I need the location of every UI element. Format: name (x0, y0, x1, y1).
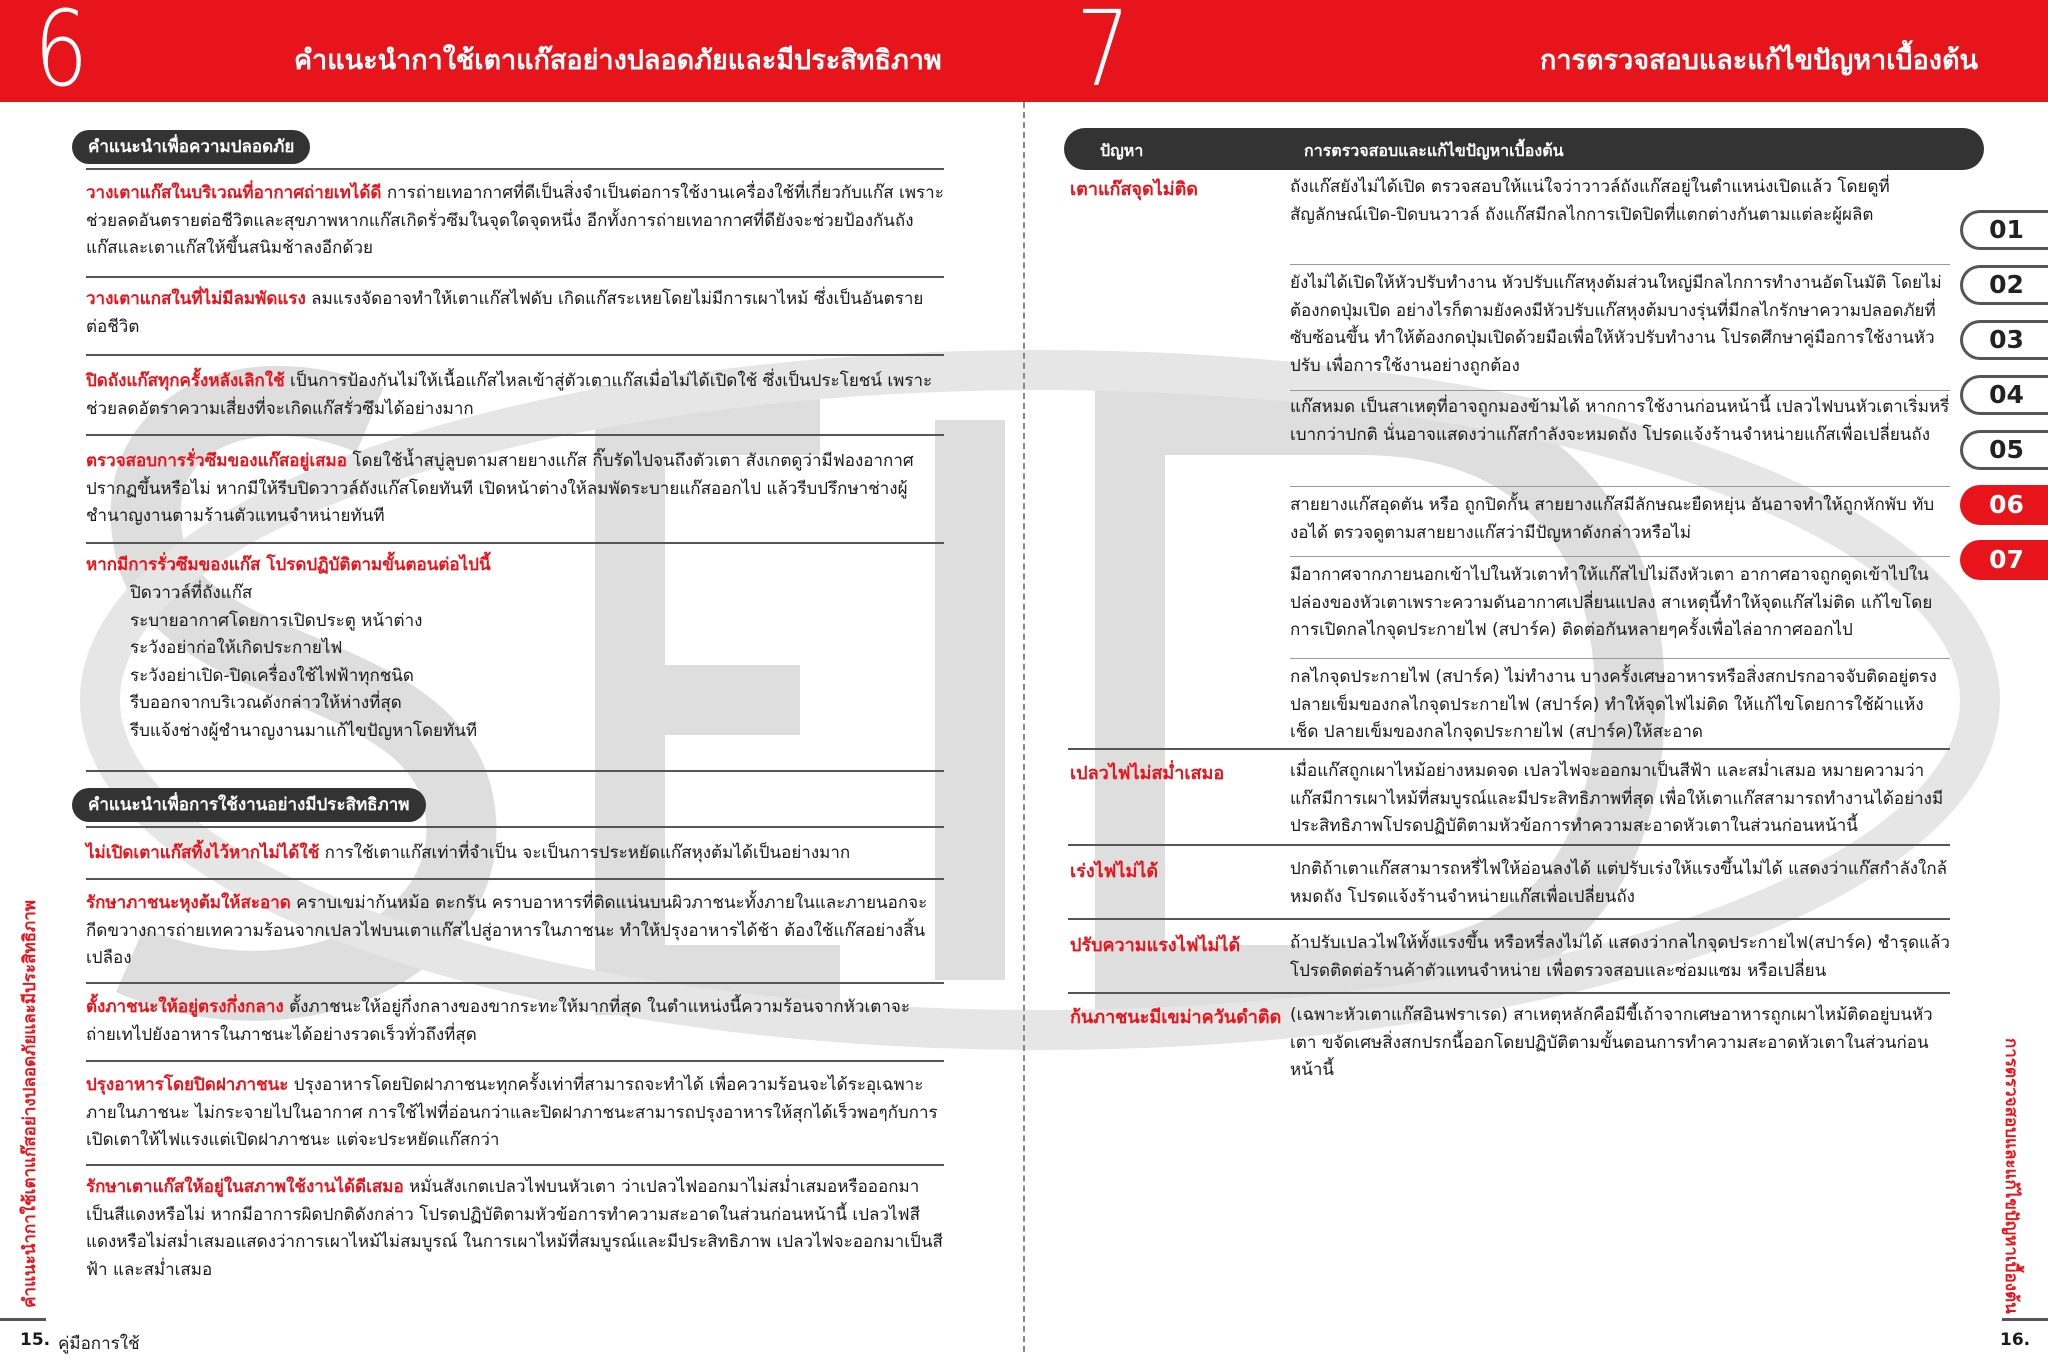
footer-rule (0, 1318, 46, 1321)
tab-06[interactable]: 06 (1960, 485, 2048, 525)
solution-text: แก๊สหมด เป็นสาเหตุที่อาจถูกมองข้ามได้ หากการใช้งานก่อนหน้านี้ เปลวไฟบนหัวเตาเริ่มหรี่เบากว่าปกติ นั่นอาจแสดงว่าแก๊สกำลังจะหมดถัง โปรดแจ้งร้านจำหน่ายแก๊สเพื่อเปลี่ยนถัง (1290, 397, 1950, 445)
divider (86, 826, 944, 828)
tab-01[interactable]: 01 (1960, 210, 2048, 250)
solution-text: สายยางแก๊สอุดตัน หรือ ถูกปิดกั้น สายยางแก๊สมีลักษณะยืดหยุ่น อันอาจทำให้ถูกหักพับ ทับ งอได้ ตรวจดูตามสายยางแก๊สว่ามีปัญหาดังกล่าวหรือไม่ (1290, 495, 1935, 543)
efficiency-item (86, 840, 944, 868)
chapter-number-left: 6 (34, 0, 89, 110)
divider (86, 770, 944, 772)
efficiency-item (86, 890, 944, 973)
solution-text: มีอากาศจากภายนอกเข้าไปในหัวเตาทำให้แก๊สไปไม่ถึงหัวเตา อากาศอาจถูกดูดเข้าไปในปล่องของหัวเตาเพราะความดันอากาศเปลี่ยนแปลง สาเหตุนี้ทำให้จุดแก๊สไม่ติด แก้ไขโดยการเปิดกลไกจุดประกายไฟ (สปาร์ค) ติดต่อกันหลายๆครั้งเพื่อไล่อากาศออกไป (1290, 565, 1933, 640)
safety-item-text: เป็นการป้องกันไม่ให้เนื้อแก๊สไหลเข้าสู่ตัวเตาแก๊สเมื่อไม่ได้เปิดใช้ ซึ่งเป็นประโยชน์ เพราะช่วยลดอัตราความเสี่ยงที่จะเกิดแก๊สรั่วซึมได้อย่างมาก (86, 371, 933, 419)
divider (86, 542, 944, 544)
chapter-title-left: คำแนะนำกาใช้เตาแก๊สอย่างปลอดภัยและมีประสิทธิภาพ (294, 45, 942, 76)
page-divider (1023, 102, 1025, 1352)
problem-title: เร่งไฟไม่ได้ (1070, 861, 1159, 882)
divider (1290, 556, 1950, 557)
leak-step: ระวังอย่าเปิด-ปิดเครื่องใช้ไฟฟ้าทุกชนิด (130, 665, 414, 686)
solution-text: กลไกจุดประกายไฟ (สปาร์ค) ไม่ทำงาน บางครั้งเศษอาหารหรือสิ่งสกปรกอาจจับติดอยู่ตรงปลายเข็มของกลไกจุดประกายไฟ (สปาร์ค) ทำให้จุดไฟไม่ติด ให้แก้ไขโดยการใช้ผ้าแห้งเช็ด ปลายเข็มของกลไกจุดประกายไฟ (สปาร์ค)ให้สะอาด (1290, 667, 1937, 742)
efficiency-item-text: ตั้งภาชนะให้อยู่กึ่งกลางของขากระทะให้มากที่สุด ในตำแหน่งนี้ความร้อนจากหัวเตาจะถ่ายเทไปยังอาหารในภาชนะได้อย่างรวดเร็วทั่วถึงที่สุด (86, 997, 910, 1045)
safety-item (86, 448, 944, 531)
page-label-left: คู่มือการใช้ (58, 1334, 140, 1354)
divider (86, 434, 944, 436)
solution-text: (เฉพาะหัวเตาแก๊สอินฟราเรด) สาเหตุหลักคือมีขี้เถ้าจากเศษอาหารถูกเผาไหม้ติดอยู่บนหัวเตา ขจัดเศษสิ่งสกปรกนี้ออกโดยปฏิบัติตามขั้นตอนการทำความสะอาดหัวเตาในส่วนก่อนหน้านี้ (1290, 1005, 1933, 1080)
tab-02[interactable]: 02 (1960, 265, 2048, 305)
safety-item (86, 368, 944, 423)
safety-item-text: การถ่ายเทอากาศที่ดีเป็นสิ่งจำเป็นต่อการใช้งานเครื่องใช้ที่เกี่ยวกับแก๊ส เพราะช่วยลดอันตรายต่อชีวิตและสุขภาพหากแก๊สเกิดรั่วซึมในจุดใดจุดหนึ่ง อีกทั้งการถ่ายเทอากาศที่ดียังจะช่วยป้องกันถังแก๊สและเตาแก๊สให้ขึ้นสนิมช้าลงอีกด้วย (86, 183, 944, 258)
efficiency-item-text: การใช้เตาแก๊สเท่าที่จำเป็น จะเป็นการประหยัดแก๊สหุงต้มได้เป็นอย่างมาก (319, 843, 851, 863)
efficiency-item-text: หมั่นสังเกตเปลวไฟบนหัวเตา ว่าเปลวไฟออกมาไม่สม่ำเสมอหรือออกมาเป็นสีแดงหรือไม่ หากมีอาการผิดปกติดังกล่าว โปรดปฏิบัติตามหัวข้อการทำความสะอาดในส่วนก่อนหน้านี้ เปลวไฟสีแดงหรือไม่สม่ำเสมอแสดงว่าการเผาไหม้ไม่สมบูรณ์ ในการเผาไหม้ที่สมบูรณ์และมีประสิทธิภาพ เปลวไฟจะออกมาเป็นสีฟ้า และสม่ำเสมอ (86, 1177, 943, 1280)
leak-step: รีบออกจากบริเวณดังกล่าวให้ห่างที่สุด (130, 693, 402, 713)
leak-step: รีบแจ้งช่างผู้ชำนาญงานมาแก้ไขปัญหาโดยทันที (130, 720, 478, 741)
divider (1290, 264, 1950, 265)
efficiency-item-highlight: รักษาเตาแก๊สให้อยู่ในสภาพใช้งานได้ดีเสมอ (86, 1177, 404, 1197)
footer-rule (2002, 1318, 2048, 1321)
leak-steps-list (130, 580, 477, 745)
safety-item-highlight: ตรวจสอบการรั่วซึมของแก๊สอยู่เสมอ (86, 451, 347, 471)
divider (1068, 918, 1950, 920)
problem-title: ปรับความแรงไฟไม่ได้ (1070, 935, 1241, 956)
divider (86, 1060, 944, 1062)
chapter-number-right: 7 (1076, 0, 1131, 110)
divider (1068, 748, 1950, 750)
divider (1068, 992, 1950, 994)
chapter-title-right: การตรวจสอบและแก้ไขปัญหาเบื้องต้น (1540, 45, 1978, 76)
efficiency-item-highlight: รักษาภาชนะหุงต้มให้สะอาด (86, 893, 291, 913)
leak-step: ระวังอย่าก่อให้เกิดประกายไฟ (130, 638, 343, 658)
divider (1290, 658, 1950, 659)
divider (1290, 390, 1950, 391)
divider (86, 878, 944, 880)
leak-step: ระบายอากาศโดยการเปิดประตู หน้าต่าง (130, 610, 423, 631)
efficiency-item-highlight: ไม่เปิดเตาแก๊สทิ้งไว้หากไม่ได้ใช้ (86, 843, 320, 863)
problem-table-header (1064, 128, 1984, 170)
header-band (0, 0, 2048, 110)
divider (86, 982, 944, 984)
problem-title: เตาแก๊สจุดไม่ติด (1070, 179, 1198, 200)
leak-step: ปิดวาวล์ที่ถังแก๊ส (130, 583, 253, 603)
divider (86, 1164, 944, 1166)
page-number-left: 15. (20, 1330, 51, 1350)
solution-text: ถ้าปรับเปลวไฟให้ทั้งแรงขึ้น หรือหรี่ลงไม่ได้ แสดงว่ากลไกจุดประกายไฟ(สปาร์ค) ชำรุดแล้ว โปรดติดต่อร้านค้าตัวแทนจำหน่าย เพื่อตรวจสอบและซ่อมแซม หรือเปลี่ยน (1290, 933, 1950, 981)
problem-title: ก้นภาชนะมีเขม่าควันดำติด (1070, 1007, 1282, 1028)
efficiency-item-highlight: ตั้งภาชนะให้อยู่ตรงกึ่งกลาง (86, 997, 284, 1017)
divider (1290, 486, 1950, 487)
tab-05[interactable]: 05 (1960, 430, 2048, 470)
safety-item-text: โดยใช้น้ำสบู่ลูบตามสายยางแก๊ส กิ๊บรัดไปจนถึงตัวเตา สังเกตดูว่ามีฟองอากาศปรากฏขึ้นหรือไม่ หากมีให้รีบปิดวาวล์ถังแก๊สโดยทันที เปิดหน้าต่างให้ลมพัดระบายแก๊สออกไป แล้วรีบปรึกษาช่างผู้ชำนาญงานตามร้านตัวแทนจำหน่ายทันที (86, 451, 914, 526)
safety-item-highlight: วางเตาแกสในที่ไม่มีลมพัดแรง (86, 289, 306, 309)
safety-item-highlight: ปิดถังแก๊สทุกครั้งหลังเลิกใช้ (86, 371, 285, 391)
header-solution: การตรวจสอบและแก้ไขปัญหาเบื้องต้น (1304, 141, 1564, 160)
solution-text: ยังไม่ได้เปิดให้หัวปรับทำงาน หัวปรับแก๊สหุงต้มส่วนใหญ่มีกลไกการทำงานอัตโนมัติ โดยไม่ต้องกดปุ่มเปิด อย่างไรก็ตามยังคงมีหัวปรับแก๊สหุงต้มบางรุ่นที่มีกลไกรักษาความปลอดภัยที่ซับซ้อนขึ้น ทำให้ต้องกดปุ่มเปิดด้วยมือเพื่อให้หัวปรับทำงาน โปรดศึกษาคู่มือการใช้งานหัวปรับ เพื่อการใช้งานอย่างถูกต้อง (1290, 273, 1942, 376)
efficiency-item (86, 1072, 944, 1155)
safety-item (86, 180, 944, 263)
tab-03[interactable]: 03 (1960, 320, 2048, 360)
efficiency-item (86, 1174, 944, 1284)
problem-title: เปลวไฟไม่สม่ำเสมอ (1070, 763, 1225, 784)
leak-heading: หากมีการรั่วซึมของแก๊ส โปรดปฏิบัติตามขั้นตอนต่อไปนี้ (86, 555, 491, 575)
efficiency-item (86, 994, 944, 1049)
header-problem: ปัญหา (1100, 141, 1144, 160)
efficiency-heading: คำแนะนำเพื่อการใช้งานอย่างมีประสิทธิภาพ (72, 788, 426, 822)
safety-item (86, 286, 944, 341)
divider (86, 168, 944, 170)
divider (86, 276, 944, 278)
safety-item-highlight: วางเตาแก๊สในบริเวณที่อากาศถ่ายเทได้ดี (86, 183, 382, 203)
efficiency-item-highlight: ปรุงอาหารโดยปิดฝาภาชนะ (86, 1075, 289, 1095)
side-label-right: การตรวจสอบและแก้ไขปัญหาเบื้องต้น (2001, 1038, 2021, 1314)
tab-04[interactable]: 04 (1960, 375, 2048, 415)
safety-heading: คำแนะนำเพื่อความปลอดภัย (72, 130, 310, 164)
page-number-right: 16. (2000, 1330, 2031, 1350)
divider (86, 354, 944, 356)
solution-text: ปกติถ้าเตาแก๊สสามารถหรี่ไฟให้อ่อนลงได้ แต่ปรับเร่งให้แรงขึ้นไม่ได้ แสดงว่าแก๊สกำลังใกล้หมดถัง โปรดแจ้งร้านจำหน่ายแก๊สเพื่อเปลี่ยนถัง (1290, 859, 1948, 907)
efficiency-item-text: คราบเขม่าก้นหม้อ ตะกรัน คราบอาหารที่ติดแน่นบนผิวภาชนะทั้งภายในและภายนอกจะกีดขวางการถ่ายเทความร้อนจากเปลวไฟบนเตาแก๊สไปสู่อาหารในภาชนะ ทำให้ปรุงอาหารได้ช้า ต้องใช้แก๊สอย่างสิ้นเปลือง (86, 893, 928, 968)
solution-text: ถังแก๊สยังไม่ได้เปิด ตรวจสอบให้แน่ใจว่าวาวล์ถังแก๊สอยู่ในตำแหน่งเปิดแล้ว โดยดูที่สัญลักษณ์เปิด-ปิดบนวาวล์ ถังแก๊สมีกลไกการเปิดปิดที่แตกต่างกันตามแต่ละผู้ผลิต (1290, 177, 1890, 225)
efficiency-item-text: ปรุงอาหารโดยปิดฝาภาชนะทุกครั้งเท่าที่สามารถจะทำได้ เพื่อความร้อนจะได้ระอุเฉพาะภายในภาชนะ ไม่กระจายไปในอากาศ การใช้ไฟที่อ่อนกว่าและปิดฝาภาชนะสามารถปรุงอาหารให้สุกได้เร็วพอๆกับการเปิดเตาให้ไฟแรงแต่เปิดฝาภาชนะ แต่จะประหยัดแก๊สกว่า (86, 1075, 938, 1150)
tab-07[interactable]: 07 (1960, 540, 2048, 580)
side-label-left: คำแนะนำกาใช้เตาแก๊สอย่างปลอดภัยและมีประสิทธิภาพ (20, 900, 40, 1308)
solution-text: เมื่อแก๊สถูกเผาไหม้อย่างหมดจด เปลวไฟจะออกมาเป็นสีฟ้า และสม่ำเสมอ หมายความว่าแก๊สมีการเผาไหม้ที่สมบูรณ์และมีประสิทธิภาพที่สุด เพื่อให้เตาแก๊สสามารถทำงานได้อย่างมีประสิทธิภาพโปรดปฏิบัติตามหัวข้อการทำความสะอาดหัวเตาในส่วนก่อนหน้านี้ (1290, 761, 1944, 836)
divider (1068, 844, 1950, 846)
safety-item-text: ลมแรงจัดอาจทำให้เตาแก๊สไฟดับ เกิดแก๊สระเหยโดยไม่มีการเผาไหม้ ซึ่งเป็นอันตรายต่อชีวิต (86, 289, 924, 337)
